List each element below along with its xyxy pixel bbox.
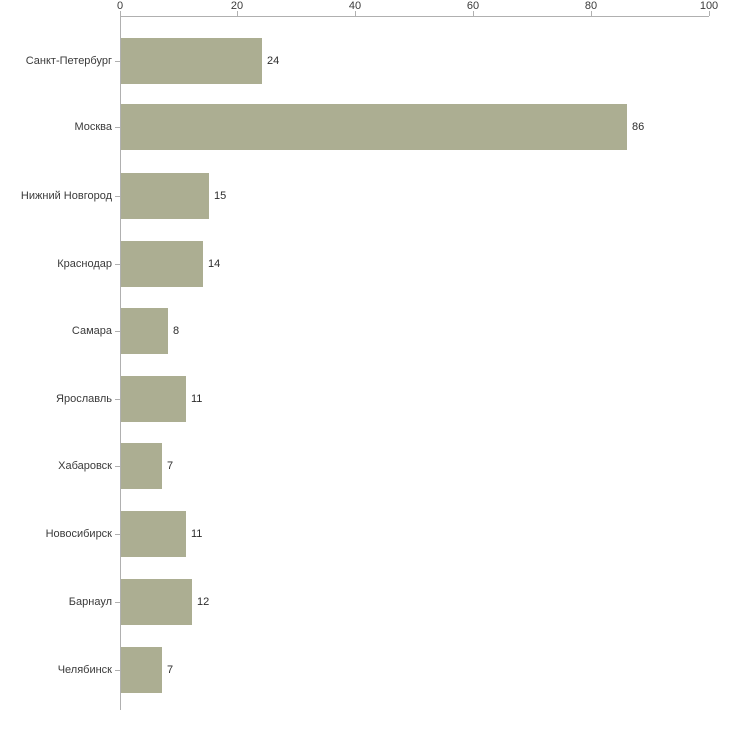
y-tick-mark bbox=[115, 602, 120, 603]
category-label: Ярославль bbox=[56, 393, 112, 405]
bar-value-label: 8 bbox=[173, 325, 180, 337]
category-label: Москва bbox=[74, 121, 112, 133]
x-tick-label: 20 bbox=[230, 0, 244, 12]
y-tick-mark bbox=[115, 331, 120, 332]
category-label: Новосибирск bbox=[45, 528, 112, 540]
bar bbox=[121, 376, 186, 422]
bar bbox=[121, 173, 209, 219]
bar bbox=[121, 308, 168, 354]
bar bbox=[121, 241, 203, 287]
y-tick-mark bbox=[115, 466, 120, 467]
x-tick-label: 80 bbox=[584, 0, 598, 12]
y-tick-mark bbox=[115, 196, 120, 197]
bar bbox=[121, 647, 162, 693]
category-label: Самара bbox=[71, 325, 112, 337]
y-tick-mark bbox=[115, 670, 120, 671]
y-tick-mark bbox=[115, 61, 120, 62]
y-tick-mark bbox=[115, 127, 120, 128]
bar-value-label: 7 bbox=[167, 460, 174, 472]
x-axis-line bbox=[120, 16, 709, 17]
x-tick-label: 0 bbox=[116, 0, 124, 12]
bar bbox=[121, 511, 186, 557]
bar-value-label: 14 bbox=[208, 258, 221, 270]
y-tick-mark bbox=[115, 399, 120, 400]
category-label: Нижний Новгород bbox=[20, 190, 112, 202]
x-tick-label: 100 bbox=[699, 0, 719, 12]
bar-value-label: 11 bbox=[191, 393, 203, 405]
y-tick-mark bbox=[115, 264, 120, 265]
bar bbox=[121, 443, 162, 489]
x-tick-label: 40 bbox=[348, 0, 362, 12]
category-label: Барнаул bbox=[68, 596, 112, 608]
bar bbox=[121, 104, 627, 150]
category-label: Санкт-Петербург bbox=[25, 55, 112, 67]
y-tick-mark bbox=[115, 534, 120, 535]
x-tick-label: 60 bbox=[466, 0, 480, 12]
bar-value-label: 15 bbox=[214, 190, 227, 202]
bar-value-label: 86 bbox=[632, 121, 645, 133]
category-label: Хабаровск bbox=[58, 460, 112, 472]
bar-value-label: 7 bbox=[167, 664, 174, 676]
bar bbox=[121, 579, 192, 625]
bar-value-label: 12 bbox=[197, 596, 210, 608]
bar-value-label: 24 bbox=[267, 55, 280, 67]
bar-value-label: 11 bbox=[191, 528, 203, 540]
category-label: Челябинск bbox=[57, 664, 112, 676]
category-label: Краснодар bbox=[57, 258, 112, 270]
bar bbox=[121, 38, 262, 84]
